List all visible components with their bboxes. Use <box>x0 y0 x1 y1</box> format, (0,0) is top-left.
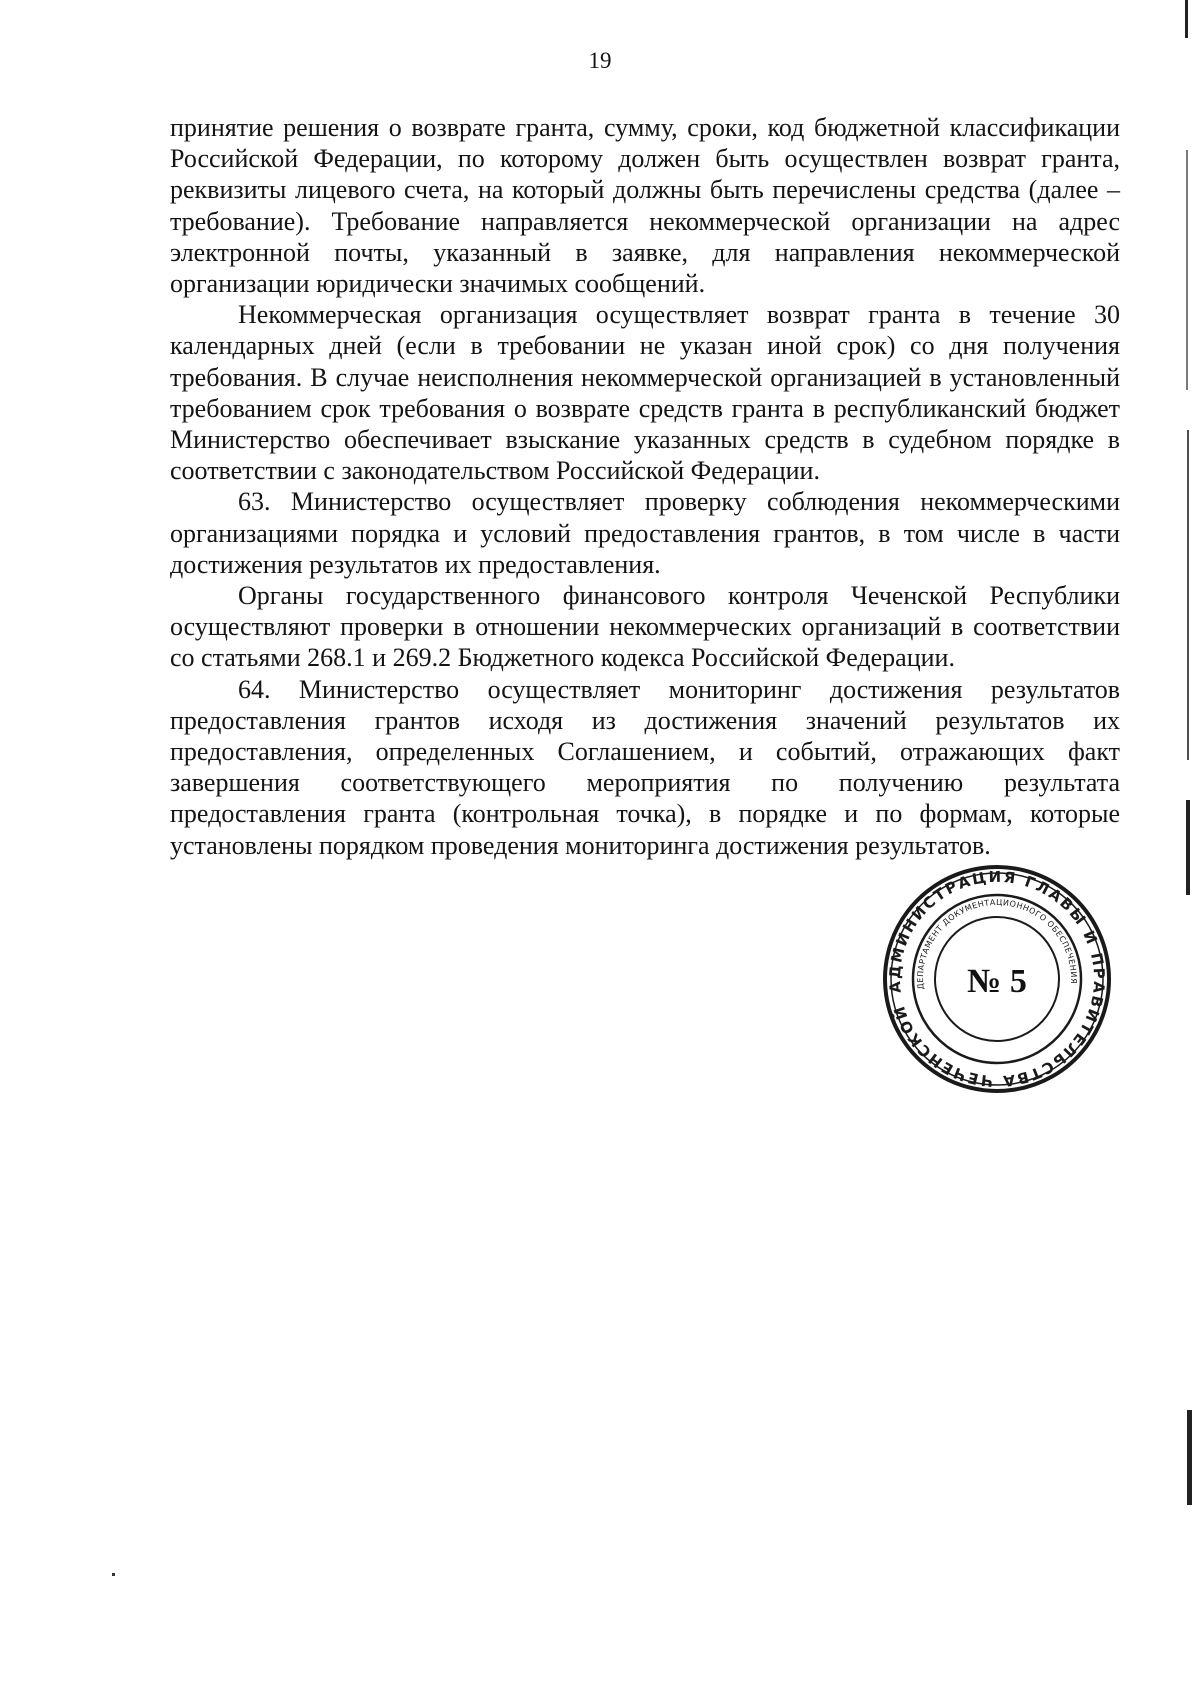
scan-speck <box>112 1573 115 1576</box>
paragraph-64-monitoring: 64. Министерство осуществляет мониторинг достижения результатов предоставления грантов исходя из достижения значений результатов их предоставления, определенных Соглашением, и событий, отражающих факт завершения соответствующего мероприятия по получению результата предоставления гранта (контрольная точка), в порядке и по формам, которые установлены порядком проведения мониторинга достижения результатов. <box>170 674 1120 860</box>
scan-edge-mark <box>1186 800 1190 895</box>
paragraph-financial-control: Органы государственного финансового контроля Чеченской Республики осуществляют проверки в отношении некоммерческих организаций в соответствии со статьями 268.1 и 269.2 Бюджетного кодекса Российской Федерации. <box>170 581 1120 673</box>
scan-edge-mark <box>1187 430 1189 760</box>
seal-inner-text: ДЕПАРТАМЕНТ ДОКУМЕНТАЦИОННОГО ОБЕСПЕЧЕНИЯ <box>915 897 1079 991</box>
seal-outer-text: АДМИНИСТРАЦИЯ ГЛАВЫ И ПРАВИТЕЛЬСТВА ЧЕЧЕНСКОЙ <box>885 867 1109 1091</box>
paragraph-63-compliance-check: 63. Министерство осуществляет проверку соблюдения некоммерческими организациями порядка и условий предоставления грантов, в том числе в части достижения результатов их предоставления. <box>170 487 1120 579</box>
paragraph-return-deadline: Некоммерческая организация осуществляет возврат гранта в течение 30 календарных дней (если в требовании не указан иной срок) со дня получения требования. В случае неисполнения некоммерческой организацией в установленный требованием срок требования о возврате средств гранта в республиканский бюджет Министерство обеспечивает взыскание указанных средств в судебном порядке в соответствии с законодательством Российской Федерации. <box>170 300 1120 486</box>
page-number: 19 <box>588 48 612 73</box>
official-seal-stamp <box>882 864 1112 1094</box>
seal-number: № 5 <box>967 963 1027 1000</box>
scan-edge-mark <box>1185 0 1188 38</box>
paragraph-return-requirement: принятие решения о возврате гранта, сумму, сроки, код бюджетной классификации Российской Федерации, по которому должен быть осуществлен возврат гранта, реквизиты лицевого счета, на который должны быть перечислены средства (далее – требование). Требование направляется некоммерческой организации на адрес электронной почты, указанный в заявке, для направления некоммерческой организации юридически значимых сообщений. <box>170 113 1120 299</box>
document-body <box>170 112 1120 861</box>
scan-edge-mark <box>1187 1410 1192 1505</box>
scan-edge-mark <box>1186 150 1188 390</box>
